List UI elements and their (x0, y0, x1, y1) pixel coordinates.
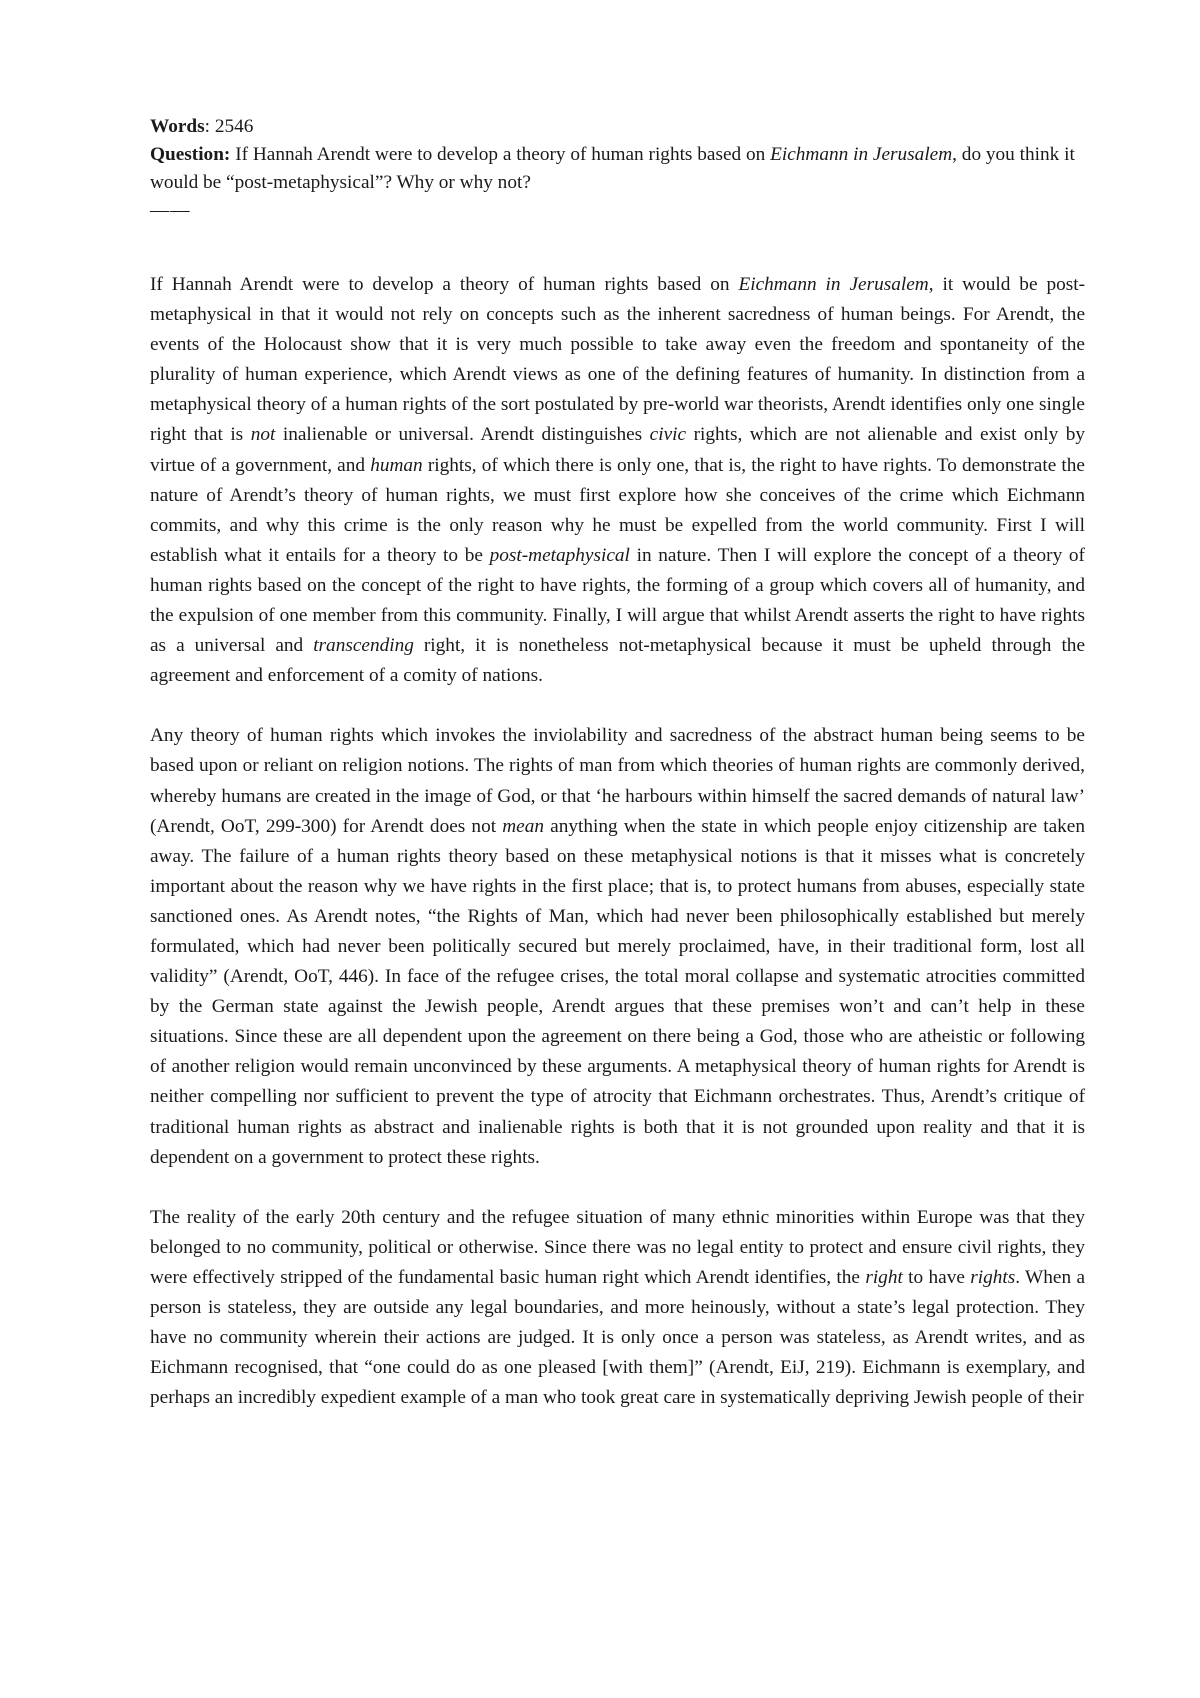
paragraph-text: rights, which are not alienable and exist only by virtue of a government, and (150, 424, 1085, 476)
paragraph (150, 270, 1085, 691)
paragraph-text: to have (902, 1266, 971, 1288)
paragraph (150, 1203, 1085, 1414)
italic-text: not (250, 424, 276, 446)
words-label: Words (150, 116, 205, 137)
italic-text: human (370, 454, 423, 476)
paragraph-text: anything when the state in which people enjoy citizenship are taken away. The failure of a human rights theory based on these metaphysical notions is that it misses what is concretely important about the reason why we have rights in the first place; that is, to protect humans from abuses, especially state sanctioned ones. As Arendt notes, “the Rights of Man, which had never been philosophically established but merely formulated, which had never been politically secured but merely proclaimed, have, in their traditional form, lost all validity” (Arendt, OoT, 446). In face of the refugee crises, the total moral collapse and systematic atrocities committed by the German state against the Jewish people, Arendt argues that these premises won’t and can’t help in these situations. Since these are all dependent upon the agreement on there being a God, those who are atheistic or following of another religion would remain unconvinced by these arguments. A metaphysical theory of human rights for Arendt is neither compelling nor sufficient to prevent the type of atrocity that Eichmann orchestrates. Thus, Arendt’s critique of traditional human rights as abstract and inalienable rights is both that it is not grounded upon reality and that it is dependent on a government to protect these rights. (150, 815, 1085, 1168)
paragraph-text: Any theory of human rights which invokes the inviolability and sacredness of the abstract human being seems to be based upon or reliant on religion notions. The rights of man from which theories of human rights are commonly derived, whereby humans are created in the image of God, or that ‘he harbours within himself the sacred demands of natural law’ (Arendt, OoT, 299-300) for Arendt does not (150, 725, 1085, 837)
question-book-title: Eichmann in Jerusalem (770, 144, 953, 165)
essay-body (150, 270, 1085, 1413)
paragraph-text: rights, of which there is only one, that is, the right to have rights. To demonstrate the nature of Arendt’s theory of human rights, we must first explore how she conceives of the crime which Eichmann commits, and why this crime is the only reason why he must be expelled from the world community. First I will establish what it entails for a theory to be (150, 454, 1085, 566)
word-count-line: Words: 2546 (150, 116, 254, 137)
paragraph-text: inalienable or universal. Arendt distinguishes (275, 424, 650, 446)
question-label: Question: (150, 144, 231, 165)
header-rule: —— (150, 200, 191, 221)
italic-text: transcending (313, 635, 414, 657)
italic-text: civic (649, 424, 687, 446)
essay-header (150, 113, 1085, 225)
document-page (150, 113, 1085, 1413)
paragraph-text: in nature. Then I will explore the concept of a theory of human rights based on the concept of the right to have rights, the forming of a group which covers all of humanity, and the expulsion of one member from this community. Finally, I will argue that whilst Arendt asserts the right to have rights as a universal and (150, 544, 1085, 657)
italic-text: post-metaphysical (489, 544, 630, 566)
italic-text: Eichmann in Jerusalem (738, 274, 929, 295)
paragraph-text: , it would be post-metaphysical in that it would not rely on concepts such as the inherent sacredness of human beings. For Arendt, the events of the Holocaust show that it is very much possible to take away even the freedom and spontaneity of the plurality of human experience, which Arendt views as one of the defining features of humanity. In distinction from a metaphysical theory of a human rights of the sort postulated by pre-world war theorists, Arendt identifies only one single right that is (150, 274, 1086, 446)
paragraph-text: If Hannah Arendt were to develop a theory of human rights based on (150, 274, 739, 295)
paragraph-text: The reality of the early 20th century and the refugee situation of many ethnic minorities within Europe was that they belonged to no community, political or otherwise. Since there was no legal entity to protect and ensure civil rights, they were effectively stripped of the fundamental basic human right which Arendt identifies, the (150, 1206, 1085, 1288)
italic-text: right (865, 1266, 903, 1288)
question-line (150, 141, 1085, 197)
paragraph-text: right, it is nonetheless not-metaphysical because it must be upheld through the agreement and enforcement of a comity of nations. (150, 635, 1085, 687)
question-text-end: , do you think it would be “post-metaphysical”? Why or why not? (150, 144, 1075, 193)
word-count: 2546 (214, 116, 254, 137)
italic-text: mean (502, 815, 544, 837)
paragraph-text: . When a person is stateless, they are outside any legal boundaries, and more heinously, without a state’s legal protection. They have no community wherein their actions are judged. It is only once a person was stateless, as Arendt writes, and as Eichmann recognised, that “one could do as one pleased [with them]” (Arendt, EiJ, 219). Eichmann is exemplary, and perhaps an incredibly expedient example of a man who took great care in systematically depriving Jewish people of their (150, 1266, 1085, 1409)
question-text-start: If Hannah Arendt were to develop a theory of human rights based on (235, 144, 771, 165)
italic-text: rights (970, 1266, 1016, 1288)
paragraph (150, 721, 1085, 1172)
